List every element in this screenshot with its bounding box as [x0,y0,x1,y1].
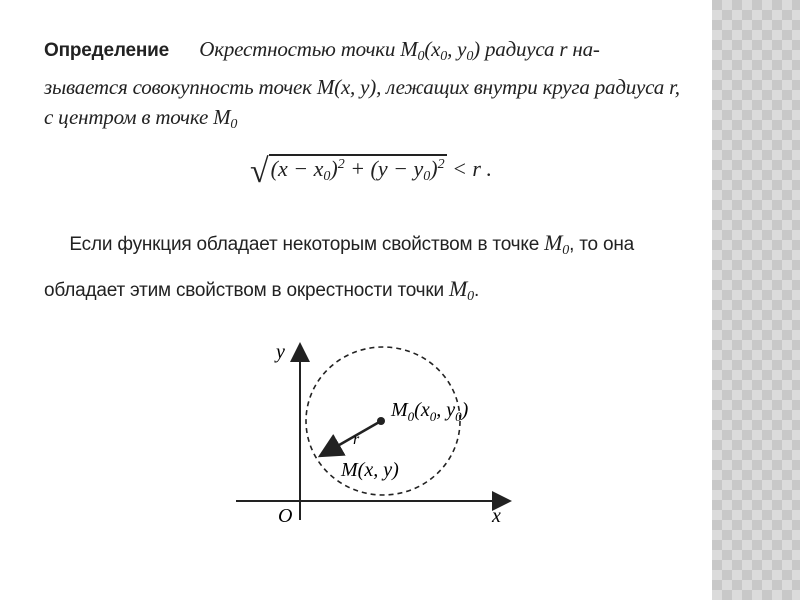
sqrt-body: $(x - x_0)^2 + (y - y_0)^2$ [270,156,445,184]
property-paragraph: Если функция обладает некоторым свойством в точке $M_0$, то она обладает этим свойством в окрестности точки $M_0$. [44,230,635,304]
m0-symbol-2: $M_0$ [449,276,474,304]
definition-line2: зывается совокупность точек M(x, y), лежащих внутри круга радиуса r, [44,75,680,99]
center-point [377,417,385,425]
formula-rhs: < r . [446,156,492,181]
radius-arrow [320,421,381,456]
y-axis-label: y [276,341,285,363]
definition-heading: Определение [44,40,169,61]
sqrt-sign: √ [250,153,269,190]
property-line2: обладает этим свойством в окрестности точки [44,280,449,301]
origin-label: O [278,505,293,527]
point-label: M(x, y) [341,459,399,481]
radius-label: r [353,431,360,448]
property-line1: Если функция обладает некоторым свойством в точке [69,234,545,255]
center-label: $M_0(x_0$, $y_0$) [391,399,469,424]
definition-line1: Окрестностью точки $M_0(x_0$, $y_0$) радиуса r на- [199,37,600,64]
x-axis-label: x [492,505,501,527]
definition-line3: с центром в точке $M_0$ [44,105,238,132]
decorative-side-panel [712,0,800,600]
m0-symbol: $M_0$ [544,230,570,258]
